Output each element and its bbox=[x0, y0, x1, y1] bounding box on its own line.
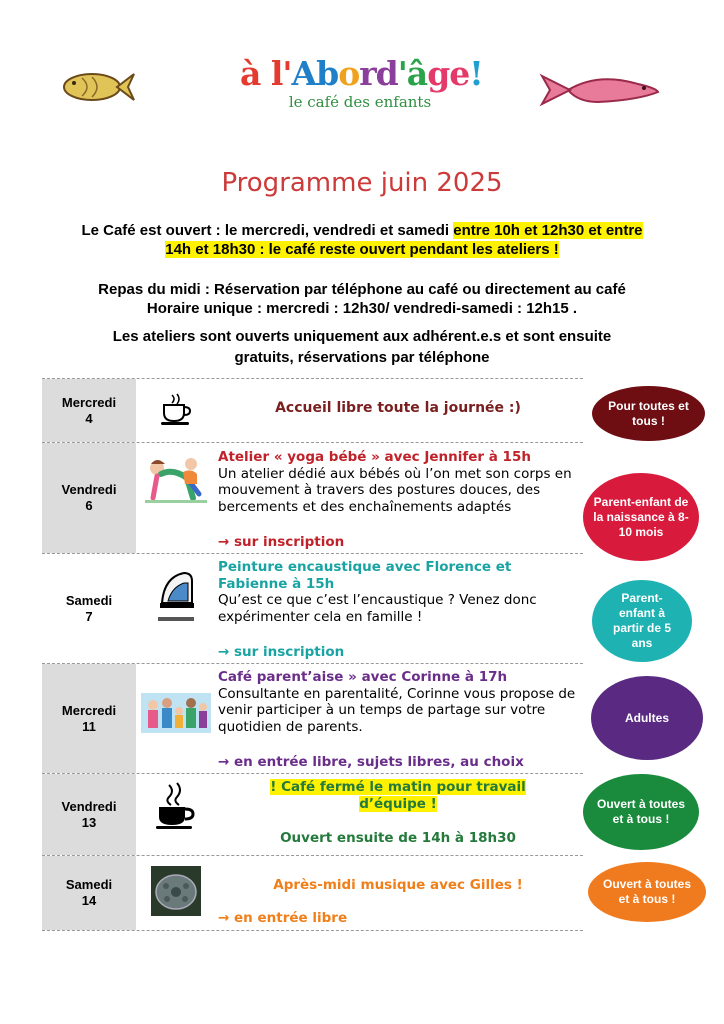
family-group-icon bbox=[140, 690, 212, 736]
pink-fish-illustration bbox=[538, 70, 662, 110]
meal-info: Repas du midi : Réservation par téléphone au café ou directement au café Horaire unique : mercredi : 12h30/ vendredi-samedi : 12h15 . bbox=[98, 281, 626, 317]
handpan-icon bbox=[140, 864, 212, 918]
workshops-info: Les ateliers sont ouverts uniquement aux adhérent.e.s et sont ensuite gratuits, réservations par téléphone bbox=[112, 328, 612, 366]
day-cell: Mercredi 4 bbox=[42, 379, 136, 442]
logo-title: à l'Abord'âge! bbox=[240, 54, 483, 93]
day-cell: Samedi 14 bbox=[42, 856, 136, 930]
day-cell: Vendredi 6 bbox=[42, 443, 136, 553]
row-title: Accueil libre toute la journée :) bbox=[275, 400, 521, 416]
day-cell: Vendredi 13 bbox=[42, 774, 136, 855]
audience-badge: Adultes bbox=[591, 676, 703, 760]
iron-icon bbox=[140, 564, 212, 628]
entry-info-link[interactable]: → en entrée libre bbox=[218, 910, 348, 926]
row-title: Après-midi musique avec Gilles ! bbox=[273, 877, 523, 893]
logo-subtitle: le café des enfants bbox=[288, 93, 432, 111]
day-cell: Mercredi 11 bbox=[42, 664, 136, 773]
audience-badge: Parent-enfant de la naissance à 8-10 mois bbox=[583, 473, 699, 561]
audience-badge: Parent-enfant à partir de 5 ans bbox=[592, 580, 692, 662]
row-description: Qu’est ce que c’est l’encaustique ? Venez donc expérimenter cela en famille ! bbox=[218, 592, 537, 625]
entry-info-link[interactable]: → en entrée libre, sujets libres, au choix bbox=[218, 754, 524, 770]
audience-badge: Pour toutes et tous ! bbox=[592, 386, 705, 441]
hot-coffee-icon bbox=[140, 778, 212, 834]
row-title: ! Café fermé le matin pour travail bbox=[270, 779, 526, 795]
yoga-baby-icon bbox=[140, 452, 212, 508]
audience-badge: Ouvert à toutes et à tous ! bbox=[588, 862, 706, 922]
row-title: Peinture encaustique avec Florence et Fabienne à 15h bbox=[218, 559, 512, 592]
row-content bbox=[218, 559, 578, 625]
registration-link[interactable]: → sur inscription bbox=[218, 534, 345, 550]
coffee-cup-icon bbox=[140, 384, 212, 434]
row-content bbox=[218, 669, 578, 735]
registration-link[interactable]: → sur inscription bbox=[218, 644, 345, 660]
row-subtitle: Ouvert ensuite de 14h à 18h30 bbox=[280, 830, 516, 846]
audience-badge: Ouvert à toutes et à tous ! bbox=[583, 774, 699, 850]
row-divider bbox=[42, 930, 583, 931]
row-content bbox=[218, 449, 578, 515]
row-title: Café parent’aise » avec Corinne à 17h bbox=[218, 669, 508, 685]
row-content: ! Café fermé le matin pour travail d’équipe ! bbox=[270, 779, 526, 812]
row-description: Un atelier dédié aux bébés où l’on met son corps en mouvement à travers des postures douces, des bercements et des enchaînements adaptés bbox=[218, 465, 572, 515]
opening-hours: Le Café est ouvert : le mercredi, vendredi et samedi entre 10h et 12h30 et entre 14h et 18h30 : le café reste ouvert pendant les ateliers ! bbox=[81, 222, 643, 258]
program-title: Programme juin 2025 bbox=[221, 168, 503, 198]
yellow-fish-illustration bbox=[62, 68, 136, 106]
row-title: Atelier « yoga bébé » avec Jennifer à 15h bbox=[218, 449, 531, 465]
row-description: Consultante en parentalité, Corinne vous propose de venir participer à un temps de partage sur votre quotidien de parents. bbox=[218, 685, 576, 735]
day-cell: Samedi 7 bbox=[42, 554, 136, 663]
